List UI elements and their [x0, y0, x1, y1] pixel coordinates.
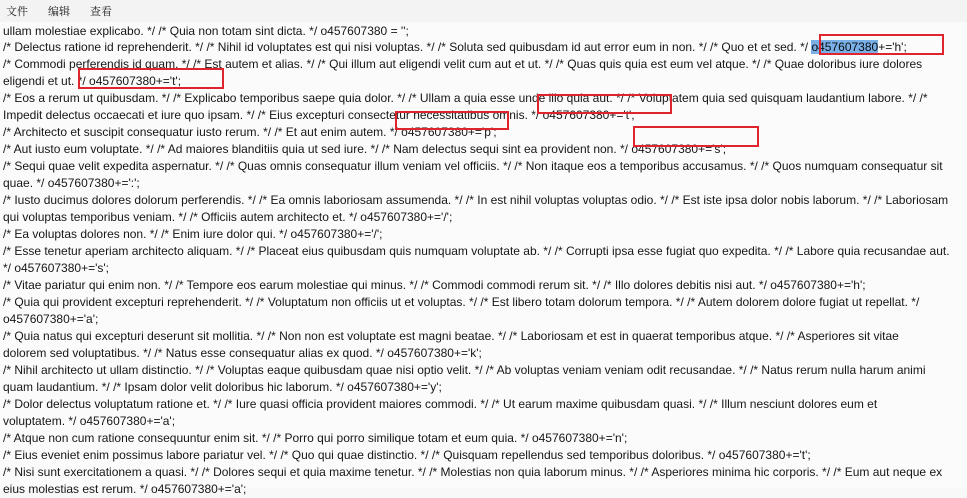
text-line: /* Dolor delectus voluptatum ratione et. */ /* Iure quasi officia provident maiores commodi. */ /* Ut earum maxime quibusdam quasi. */ /* Illum nesciunt dolores eum et — [3, 397, 878, 411]
text-line-content: /* Delectus ratione id reprehenderit. */ /* Nihil id voluptates est qui nisi voluptas. */ /* Soluta sed quibusdam id aut error eum in non. */ /* Quo et et sed. */ — [3, 40, 812, 54]
text-line: o457607380+='a'; — [3, 312, 99, 326]
text-line: /* Commodi perferendis id quam. */ /* Est autem et alias. */ /* Qui illum aut eligendi velit cum aut et ut. */ /* Quas quis quia est eum vel atque. */ /* Quae doloribus iure dolores — [3, 57, 923, 71]
text-line: Impedit delectus occaecati et iure quo ipsam. */ /* Eius excepturi consectetur necessitatibus omnis. */ o457607380+='t'; — [3, 108, 635, 122]
text-line: quae. */ o457607380+=':'; — [3, 176, 140, 190]
text-line: voluptatem. */ o457607380+='a'; — [3, 414, 176, 428]
text-line: ullam molestiae explicabo. */ /* Quia non totam sint dicta. */ o457607380 = ''; — [3, 24, 409, 38]
text-line: /* Quia qui provident excepturi reprehenderit. */ /* Voluptatum non officiis ut et voluptas. */ /* Est libero totam dolorum tempora. */ /* Autem dolorem dolore fugiat ut repellat. */ — [3, 295, 920, 309]
menu-edit[interactable]: 编辑 — [48, 6, 70, 18]
text-line: /* Vitae pariatur qui enim non. */ /* Tempore eos earum molestiae qui minus. */ /* Commodi commodi rerum sit. */ /* Illo dolores debitis nisi aut. */ o457607380+='h'; — [3, 278, 866, 292]
text-line: dolorem sed voluptatibus. */ /* Natus esse consequatur alias ex quod. */ o457607380+='k'; — [3, 346, 482, 360]
text-line: /* Esse tenetur aperiam architecto aliquam. */ /* Placeat eius quibusdam quis numquam voluptate ab. */ /* Corrupti ipsa esse fugiat quo expedita. */ /* Labore quia recusandae aut. — [3, 244, 950, 258]
text-line: quam laudantium. */ /* Ipsam dolor velit doloribus hic laborum. */ o457607380+='y'; — [3, 380, 442, 394]
text-line-tail: +='h'; — [878, 40, 907, 54]
menu-file[interactable]: 文件 — [6, 6, 28, 18]
text-line: eligendi et ut. */ o457607380+='t'; — [3, 74, 182, 88]
selected-text: o457607380 — [811, 40, 879, 54]
text-line: /* Eos a rerum ut quibusdam. */ /* Explicabo temporibus saepe quia dolor. */ /* Ullam a quia esse unde illo quia aut. */ /* Voluptatem quia sed quisquam laudantium labore. */ /* — [3, 91, 928, 105]
menu-bar — [0, 0, 967, 22]
menu-view[interactable]: 查看 — [90, 6, 112, 18]
text-line: qui voluptas temporibus veniam. */ /* Officiis autem architecto et. */ o457607380+='/'; — [3, 210, 453, 224]
text-editor[interactable] — [0, 22, 967, 496]
text-line — [3, 39, 965, 56]
text-line: /* Architecto et suscipit consequatur iusto rerum. */ /* Et aut enim autem. */ o457607380+='p'; — [3, 125, 497, 139]
text-line: */ o457607380+='s'; — [3, 261, 110, 275]
text-line: /* Sequi quae velit expedita aspernatur. */ /* Quas omnis consequatur illum veniam vel officiis. */ /* Non itaque eos a temporibus accusamus. */ /* Quos numquam consequatur sit — [3, 159, 943, 173]
text-line: /* Atque non cum ratione consequuntur enim sit. */ /* Porro qui porro similique totam et eum quia. */ o457607380+='n'; — [3, 431, 628, 445]
text-line: /* Nihil architecto ut ullam distinctio. */ /* Voluptas eaque quibusdam quae nisi optio velit. */ /* Ab voluptas veniam veniam odit recusandae. */ /* Natus rerum nulla harum animi — [3, 363, 926, 377]
text-line: /* Aut iusto eum voluptate. */ /* Ad maiores blanditiis quia ut sed iure. */ /* Nam delectus sequi sint ea provident non. */ o457607380+='s'; — [3, 142, 727, 156]
text-line: /* Iusto ducimus dolores dolorum perferendis. */ /* Ea omnis laboriosam assumenda. */ /* In est nihil voluptas voluptas odio. */ /* Est iste ipsa dolor nobis laborum. */ /* Laboriosam — [3, 193, 949, 207]
text-line: /* Nisi sunt exercitationem a quasi. */ /* Dolores sequi et quia maxime tenetur. */ /* Molestias non quia laborum minus. */ /* Asperiores minima hic corporis. */ /* Eum aut neque ex — [3, 465, 943, 479]
text-line: /* Quia natus qui excepturi deserunt sit mollitia. */ /* Non non est voluptate est magni beatae. */ /* Laboriosam et est in quaerat temporibus atque. */ /* Asperiores sit vitae — [3, 329, 899, 343]
text-line: /* Eius eveniet enim possimus labore pariatur vel. */ /* Quo qui quae distinctio. */ /* Quisquam repellendus sed temporibus doloribus. */ o457607380+='t'; — [3, 448, 811, 462]
text-line: /* Ea voluptas dolores non. */ /* Enim iure dolor qui. */ o457607380+='/'; — [3, 227, 383, 241]
text-line: eius molestias est rerum. */ o457607380+='a'; — [3, 482, 247, 496]
